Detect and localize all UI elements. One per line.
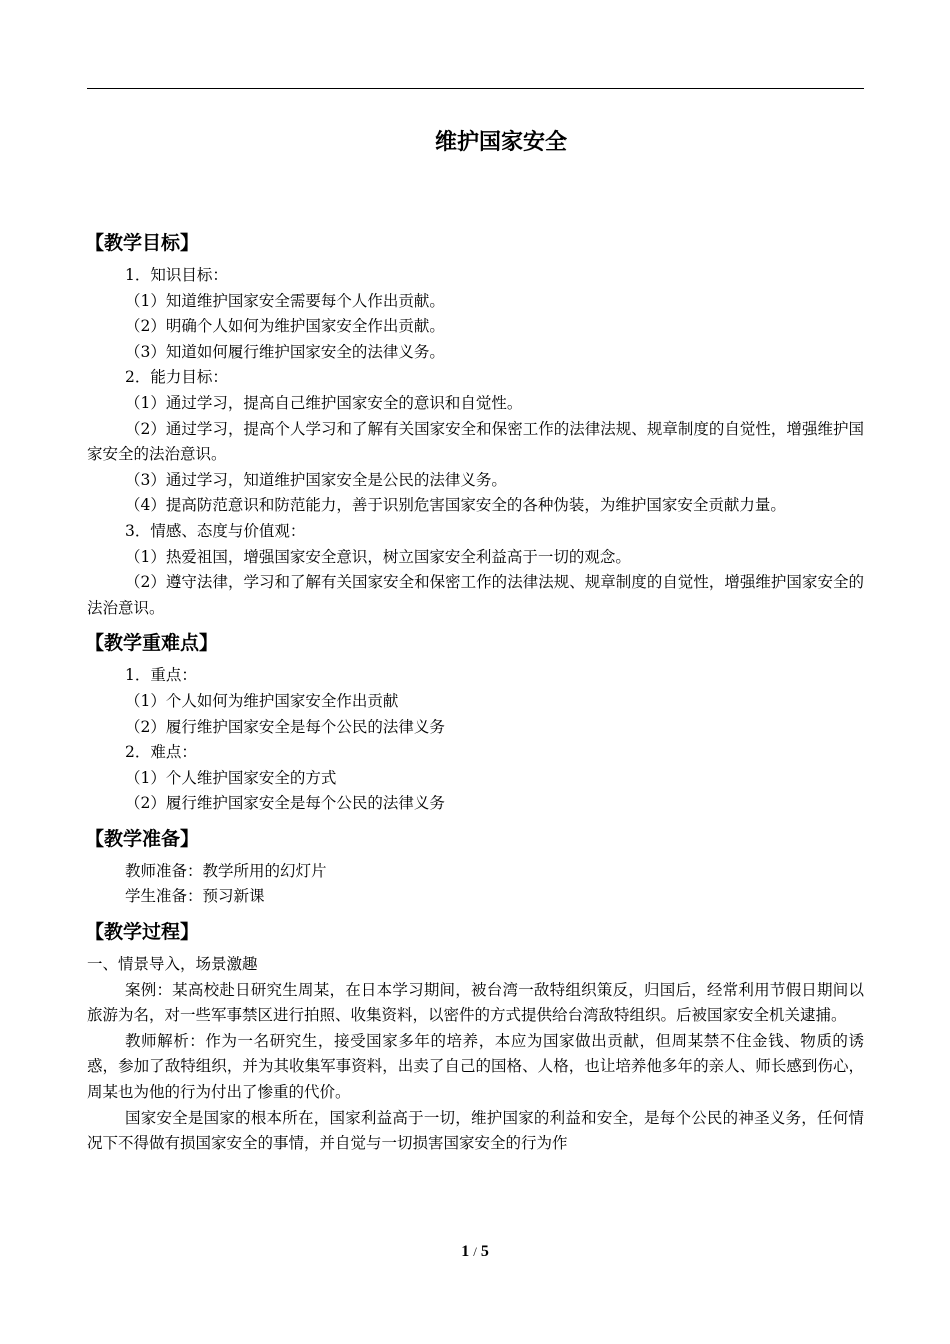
goal-line: （1）知道维护国家安全需要每个人作出贡献。 bbox=[125, 291, 445, 310]
process-paragraph: 国家安全是国家的根本所在，国家利益高于一切，维护国家的利益和安全，是每个公民的神圣义务，任何情况下不得做有损国家安全的事情，并自觉与一切损害国家安全的行为作 bbox=[87, 1108, 864, 1153]
keypoint-line: （1）个人维护国家安全的方式 bbox=[125, 768, 337, 787]
process-paragraph: 教师解析：作为一名研究生，接受国家多年的培养，本应为国家做出贡献，但周某禁不住金钱、物质的诱惑，参加了敌特组织，并为其收集军事资料，出卖了自己的国格、人格，也让培养他多年的亲人、师长感到伤心，周某也为他的行为付出了惨重的代价。 bbox=[87, 1031, 864, 1102]
goal-line: （3）通过学习，知道维护国家安全是公民的法律义务。 bbox=[125, 470, 507, 489]
section-heading-process: 【教学过程】 bbox=[85, 921, 200, 944]
keypoint-line: 2．难点： bbox=[125, 743, 197, 762]
prep-line: 学生准备：预习新课 bbox=[125, 887, 265, 906]
goal-line: （3）知道如何履行维护国家安全的法律义务。 bbox=[125, 342, 445, 361]
header-rule bbox=[87, 88, 864, 89]
keypoint-line: （1）个人如何为维护国家安全作出贡献 bbox=[125, 691, 399, 710]
page-separator: / bbox=[473, 1244, 477, 1259]
goal-line: 2．能力目标： bbox=[125, 368, 228, 387]
keypoint-line: （2）履行维护国家安全是每个公民的法律义务 bbox=[125, 794, 445, 813]
section-heading-keypoints: 【教学重难点】 bbox=[85, 632, 219, 655]
section-heading-goals: 【教学目标】 bbox=[85, 232, 200, 254]
process-paragraph: 案例：某高校赴日研究生周某，在日本学习期间，被台湾一敌特组织策反，归国后，经常利用节假日期间以旅游为名，对一些军事禁区进行拍照、收集资料，以密件的方式提供给台湾敌特组织。后被国家安全机关逮捕。 bbox=[87, 980, 864, 1025]
page-total: 5 bbox=[480, 1243, 489, 1260]
process-line: 一、情景导入，场景激趣 bbox=[87, 955, 258, 974]
goal-line: （1）热爱祖国，增强国家安全意识，树立国家安全利益高于一切的观念。 bbox=[125, 547, 631, 566]
goal-line: （2）明确个人如何为维护国家安全作出贡献。 bbox=[125, 317, 445, 336]
page-number bbox=[0, 1243, 950, 1261]
document-body bbox=[87, 227, 864, 1157]
goal-line: （2）遵守法律，学习和了解有关国家安全和保密工作的法律法规、规章制度的自觉性，增强维护国家安全的法治意识。 bbox=[87, 573, 864, 617]
goal-line: （4）提高防范意识和防范能力，善于识别危害国家安全的各种伪装，为维护国家安全贡献力量。 bbox=[125, 496, 786, 515]
goal-line: （1）通过学习，提高自己维护国家安全的意识和自觉性。 bbox=[125, 393, 523, 412]
section-heading-prep: 【教学准备】 bbox=[85, 827, 200, 850]
prep-line: 教师准备：教学所用的幻灯片 bbox=[125, 861, 327, 880]
goal-line: 3．情感、态度与价值观： bbox=[125, 521, 306, 540]
goal-line: （2）通过学习，提高个人学习和了解有关国家安全和保密工作的法律法规、规章制度的自觉性，增强维护国家安全的法治意识。 bbox=[87, 419, 864, 464]
document-title: 维护国家安全 bbox=[434, 130, 567, 155]
keypoint-line: （2）履行维护国家安全是每个公民的法律义务 bbox=[125, 717, 445, 736]
page-current: 1 bbox=[461, 1243, 470, 1260]
keypoint-line: 1．重点： bbox=[125, 666, 197, 685]
goal-line: 1．知识目标： bbox=[125, 266, 228, 284]
